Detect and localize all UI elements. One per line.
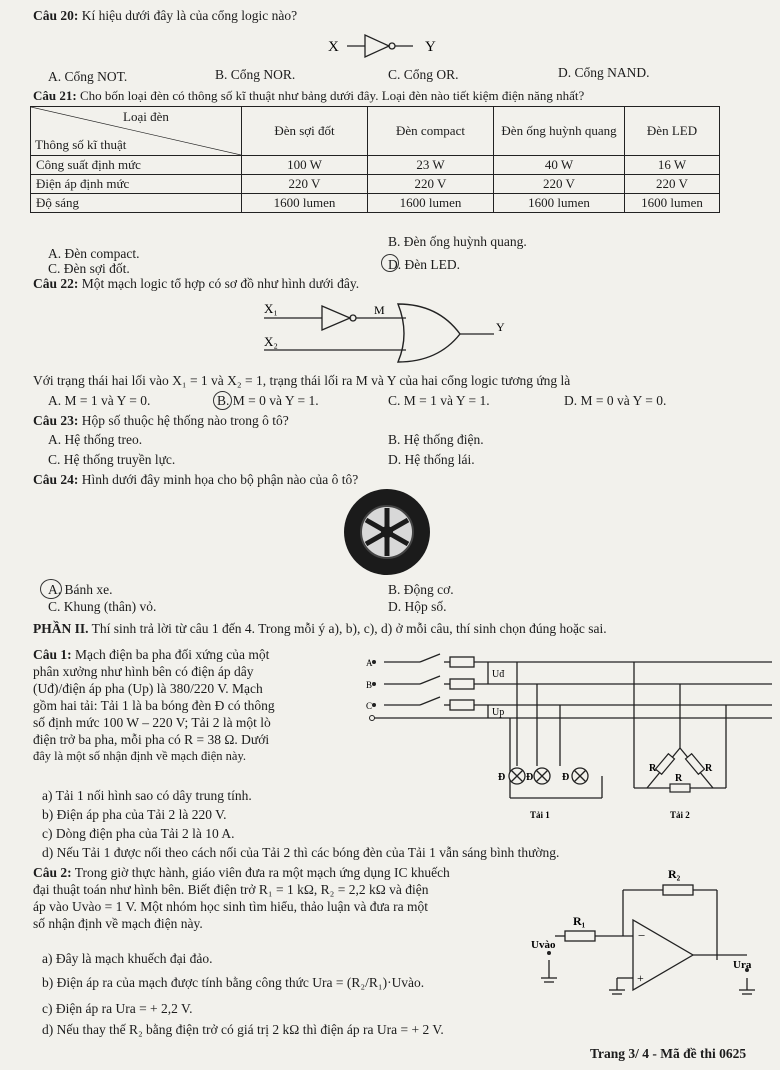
q21-question [33,88,584,104]
p2q1-line: số định mức 100 W – 220 V; Tải 2 là một lò [33,715,271,730]
r-label: R [675,773,683,784]
x2-label: X₂ [264,334,278,349]
p2q1-line [33,646,363,663]
q21-option-c[interactable]: C. Đèn sợi đốt. [48,261,130,276]
load2-label: Tải 2 [670,810,690,820]
p2q1-item-d[interactable]: d) Nếu Tải 1 được nối theo cách nối của Tải 2 thì các bóng đèn của Tải 1 vẫn sáng bình thường. [42,845,560,860]
q24-number: Câu 24: [33,472,79,487]
table-cell: 220 V [625,175,720,194]
table-header: Đèn LED [625,107,720,156]
p2q1-line: gồm hai tải: Tải 1 là ba bóng đèn Đ có thông [33,698,275,713]
table-cell: 1600 lumen [494,194,625,213]
row-label: Độ sáng [31,194,242,213]
line-b-label: B [366,680,373,690]
table-corner-cell [31,107,242,156]
x1-label: X₁ [264,301,278,316]
uin-label: Uvào [531,939,556,951]
row-label: Công suất định mức [31,156,242,175]
wheel-icon [342,487,432,577]
p2q2-item-d[interactable]: d) Nếu thay thế R₂ bằng điện trở có giá trị 2 kΩ thì điện áp ra Ura = + 2 V. [42,1022,444,1037]
minus-label: − [638,928,646,943]
q24-option-a[interactable]: A. Bánh xe. [48,582,113,597]
q23-question [33,413,289,429]
table-cell: 220 V [494,175,625,194]
answer-circle-mark [213,391,232,410]
table-cell: 100 W [242,156,368,175]
lamp-label: Đ [498,772,506,783]
p2q1-text [33,646,363,765]
table-row [31,175,720,194]
q20-option-a[interactable]: A. Cổng NOT. [48,69,128,84]
not-gate-symbol [325,30,465,60]
q21-option-d[interactable]: D. Đèn LED. [388,257,460,272]
q20-text: Kí hiệu dưới đây là của cổng logic nào? [81,8,298,23]
p2q1-line: (Uđ)/điện áp pha (Up) là 380/220 V. Mạch [33,681,263,696]
table-cell: 16 W [625,156,720,175]
r-label: R [705,763,713,774]
p2q2-line: áp vào Uvào = 1 V. Một nhóm học sinh tìm hiểu, thảo luận và đưa ra một [33,899,429,914]
p2q2-line: số nhận định về mạch điện này. [33,916,203,931]
uout-label: Ura [733,959,752,971]
table-header-row [31,107,720,156]
q22-option-c[interactable]: C. M = 1 và Y = 1. [388,393,490,408]
p2q2-line [33,864,533,881]
q22-option-b[interactable]: B. M = 0 và Y = 1. [217,393,319,408]
table-header: Đèn sợi đốt [242,107,368,156]
line-a-label: A [366,658,373,668]
corner-bottom-label: Thông số kĩ thuật [35,137,127,152]
table-cell: 23 W [368,156,494,175]
r-label: R [649,763,657,774]
part2-text: Thí sinh trả lời từ câu 1 đến 4. Trong mỗi ý a), b), c), d) ở mỗi câu, thí sinh chọn đúng hoặc sai. [91,621,607,636]
q23-number: Câu 23: [33,413,79,428]
op-amp-circuit-diagram [525,860,775,1010]
gate-input-label: X [328,39,339,55]
p2q1-item-a[interactable]: a) Tải 1 nối hình sao có dây trung tính. [42,788,252,803]
answer-circle-mark [381,254,399,272]
q20-number: Câu 20: [33,8,79,23]
p2q1-line: phân xưởng như hình bên có điện áp dây [33,664,254,679]
table-cell: 1600 lumen [242,194,368,213]
r2-label: R₂ [668,867,681,881]
p2q2-number: Câu 2: [33,865,72,880]
table-cell: 1600 lumen [368,194,494,213]
table-cell: 220 V [242,175,368,194]
load1-label: Tải 1 [530,810,550,820]
q20-option-c[interactable]: C. Cổng OR. [388,67,459,82]
p2q1-item-c[interactable]: c) Dòng điện pha của Tải 2 là 10 A. [42,826,235,841]
q21-option-b[interactable]: B. Đèn ống huỳnh quang. [388,234,527,249]
q20-option-b[interactable]: B. Cổng NOR. [215,67,296,82]
p2q1-line-text: Mạch điện ba pha đối xứng của một [75,647,270,662]
corner-top-label: Loại đèn [123,109,169,124]
r1-label: R₁ [573,914,586,928]
three-phase-circuit-diagram [362,648,777,828]
table-cell: 220 V [368,175,494,194]
lamp-label: Đ [562,772,570,783]
q23-option-c[interactable]: C. Hệ thống truyền lực. [48,452,176,467]
q24-question [33,472,358,488]
q22-stem: Với trạng thái hai lối vào X₁ = 1 và X₂ = 1, trạng thái lối ra M và Y của hai cổng logic tương ứng là [33,373,571,388]
m-label: M [374,303,385,317]
lamp-spec-table [30,106,720,213]
q24-option-d[interactable]: D. Hộp số. [388,599,447,614]
q24-option-b[interactable]: B. Động cơ. [388,582,454,597]
gate-output-label: Y [425,39,436,55]
q22-text: Một mạch logic tổ hợp có sơ đồ như hình dưới đây. [81,276,360,291]
q21-text: Cho bốn loại đèn có thông số kĩ thuật như bảng dưới đây. Loại đèn nào tiết kiệm điện năng nhất? [79,88,585,103]
page-footer: Trang 3/ 4 - Mã đề thi 0625 [590,1046,747,1061]
ud-label: Uđ [492,669,505,680]
q22-option-d[interactable]: D. M = 0 và Y = 0. [564,393,667,408]
p2q2-item-c[interactable]: c) Điện áp ra Ura = + 2,2 V. [42,1001,193,1016]
table-cell: 1600 lumen [625,194,720,213]
q22-option-a[interactable]: A. M = 1 và Y = 0. [48,393,151,408]
table-row [31,156,720,175]
p2q1-number: Câu 1: [33,647,72,662]
y-label: Y [496,320,505,334]
p2q1-line: đây là một số nhận định về mạch điện này. [33,749,247,763]
p2q2-item-b[interactable]: b) Điện áp ra của mạch được tính bằng công thức Ura = (R₂/R₁)·Uvào. [42,975,425,990]
part2-header [33,621,607,637]
q20-option-d[interactable]: D. Cổng NAND. [558,65,650,80]
q23-option-b[interactable]: B. Hệ thống điện. [388,432,484,447]
q23-option-a[interactable]: A. Hệ thống treo. [48,432,143,447]
lamp-label: Đ [526,772,534,783]
table-row [31,194,720,213]
q21-number: Câu 21: [33,88,77,103]
p2q2-line: đại thuật toán như hình bên. Biết điện trở R₁ = 1 kΩ, R₂ = 2,2 kΩ và điện [33,882,429,897]
p2q2-line-text: Trong giờ thực hành, giáo viên đưa ra một mạch ứng dụng IC khuếch [74,865,450,880]
up-label: Up [492,707,505,718]
answer-circle-mark [40,579,62,599]
q24-option-c[interactable]: C. Khung (thân) vỏ. [48,599,157,614]
q21-option-a[interactable]: A. Đèn compact. [48,246,140,261]
q20-question [33,8,297,24]
line-c-label: C [366,701,373,711]
p2q2-item-a[interactable]: a) Đây là mạch khuếch đại đảo. [42,951,213,966]
table-cell: 40 W [494,156,625,175]
p2q2-text [33,864,533,932]
q22-number: Câu 22: [33,276,79,291]
q23-option-d[interactable]: D. Hệ thống lái. [388,452,475,467]
q24-text: Hình dưới đây minh họa cho bộ phận nào của ô tô? [81,472,359,487]
row-label: Điện áp định mức [31,175,242,194]
logic-circuit-diagram [258,298,518,368]
table-header: Đèn compact [368,107,494,156]
part2-title: PHẦN II. [33,621,89,636]
q23-text: Hộp số thuộc hệ thống nào trong ô tô? [81,413,289,428]
p2q1-line: điện trở ba pha, mỗi pha có R = 38 Ω. Dưới [33,732,270,747]
table-header: Đèn ống huỳnh quang [494,107,625,156]
p2q1-item-b[interactable]: b) Điện áp pha của Tải 2 là 220 V. [42,807,227,822]
q22-question [33,276,359,292]
plus-label: + [637,971,644,985]
